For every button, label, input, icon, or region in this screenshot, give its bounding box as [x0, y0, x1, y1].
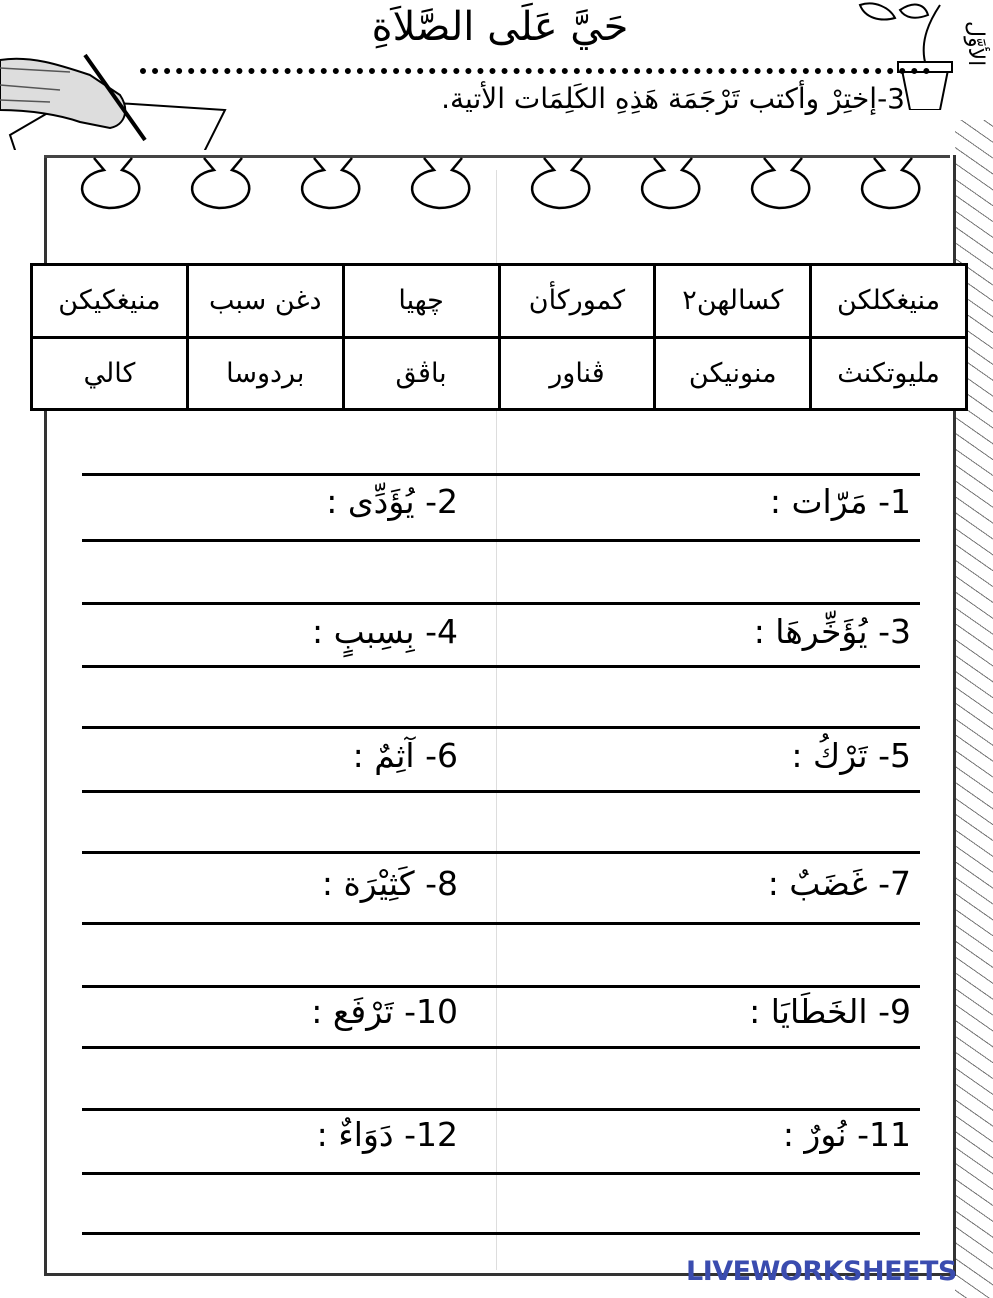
word-bank-cell: چهيا: [343, 265, 499, 338]
vocab-item: 5- تَرْكُ :: [791, 736, 911, 775]
word-bank-row: [32, 265, 967, 338]
binder-hole: [862, 158, 919, 208]
word-bank-cell: دغن سبب: [187, 265, 343, 338]
vocab-item: 4- بِسِببٍ :: [312, 612, 458, 651]
lesson-label: الأوَّل: [963, 21, 988, 67]
answer-line[interactable]: [82, 922, 920, 925]
dotted-divider: [140, 68, 930, 74]
vocab-item: 10- تَرْفَع :: [311, 992, 458, 1031]
liveworksheets-logo: LIVEWORKSHEETS: [686, 1256, 957, 1287]
answer-line[interactable]: [82, 1108, 920, 1111]
answer-line[interactable]: [82, 473, 920, 476]
answer-line[interactable]: [82, 1046, 920, 1049]
binder-hole: [192, 158, 249, 208]
binder-hole: [752, 158, 809, 208]
answer-line[interactable]: [82, 539, 920, 542]
answer-line[interactable]: [82, 602, 920, 605]
binder-hole: [82, 158, 139, 208]
word-bank-cell: منيغكيكن: [32, 265, 188, 338]
vocab-item: 2- يُؤَدِّى :: [326, 482, 458, 521]
instruction-text: 3-إختِرْ وأكتب تَرْجَمَة هَذِهِ الكَلِمَات الأتية.: [441, 82, 905, 115]
answer-line[interactable]: [82, 985, 920, 988]
vocab-item: 12- دَوَاءٌ :: [316, 1115, 458, 1154]
word-bank-cell: منيغكلكن: [811, 265, 967, 338]
word-bank-table: [30, 263, 968, 411]
word-bank-cell: كالي: [32, 337, 188, 410]
word-bank-cell: باڤق: [343, 337, 499, 410]
binder-hole: [642, 158, 699, 208]
binder-holes: [64, 150, 944, 220]
answer-line[interactable]: [82, 790, 920, 793]
word-bank-cell: منونيكن: [655, 337, 811, 410]
vocab-item: 6- آثِمٌ :: [352, 736, 458, 775]
vocab-item: 9- الخَطَايَا :: [749, 992, 911, 1031]
vocab-item: 7- غَضَبٌ :: [767, 864, 911, 903]
answer-line[interactable]: [82, 1172, 920, 1175]
word-bank-row: [32, 337, 967, 410]
vocab-item: 3- يُؤَخِّرهَا :: [753, 612, 911, 651]
answer-line[interactable]: [82, 1232, 920, 1235]
writing-hand-illustration: [0, 40, 240, 150]
word-bank-cell: كسالهن٢: [655, 265, 811, 338]
vocab-item: 8- كَثِيْرَة :: [321, 864, 458, 903]
word-bank-cell: كموركأن: [499, 265, 655, 338]
answer-line[interactable]: [82, 851, 920, 854]
binder-hole: [302, 158, 359, 208]
vocab-item: 1- مَرّات :: [769, 482, 911, 521]
binder-hole: [532, 158, 589, 208]
answer-line[interactable]: [82, 726, 920, 729]
word-bank-cell: بردوسا: [187, 337, 343, 410]
vocab-item: 11- نُورٌ :: [782, 1115, 911, 1154]
answer-line[interactable]: [82, 665, 920, 668]
binder-hole: [412, 158, 469, 208]
page-title: حَيَّ عَلَى الصَّلاَةِ: [371, 4, 629, 50]
word-bank-cell: مليوتكنث: [811, 337, 967, 410]
word-bank-cell: ڤناور: [499, 337, 655, 410]
